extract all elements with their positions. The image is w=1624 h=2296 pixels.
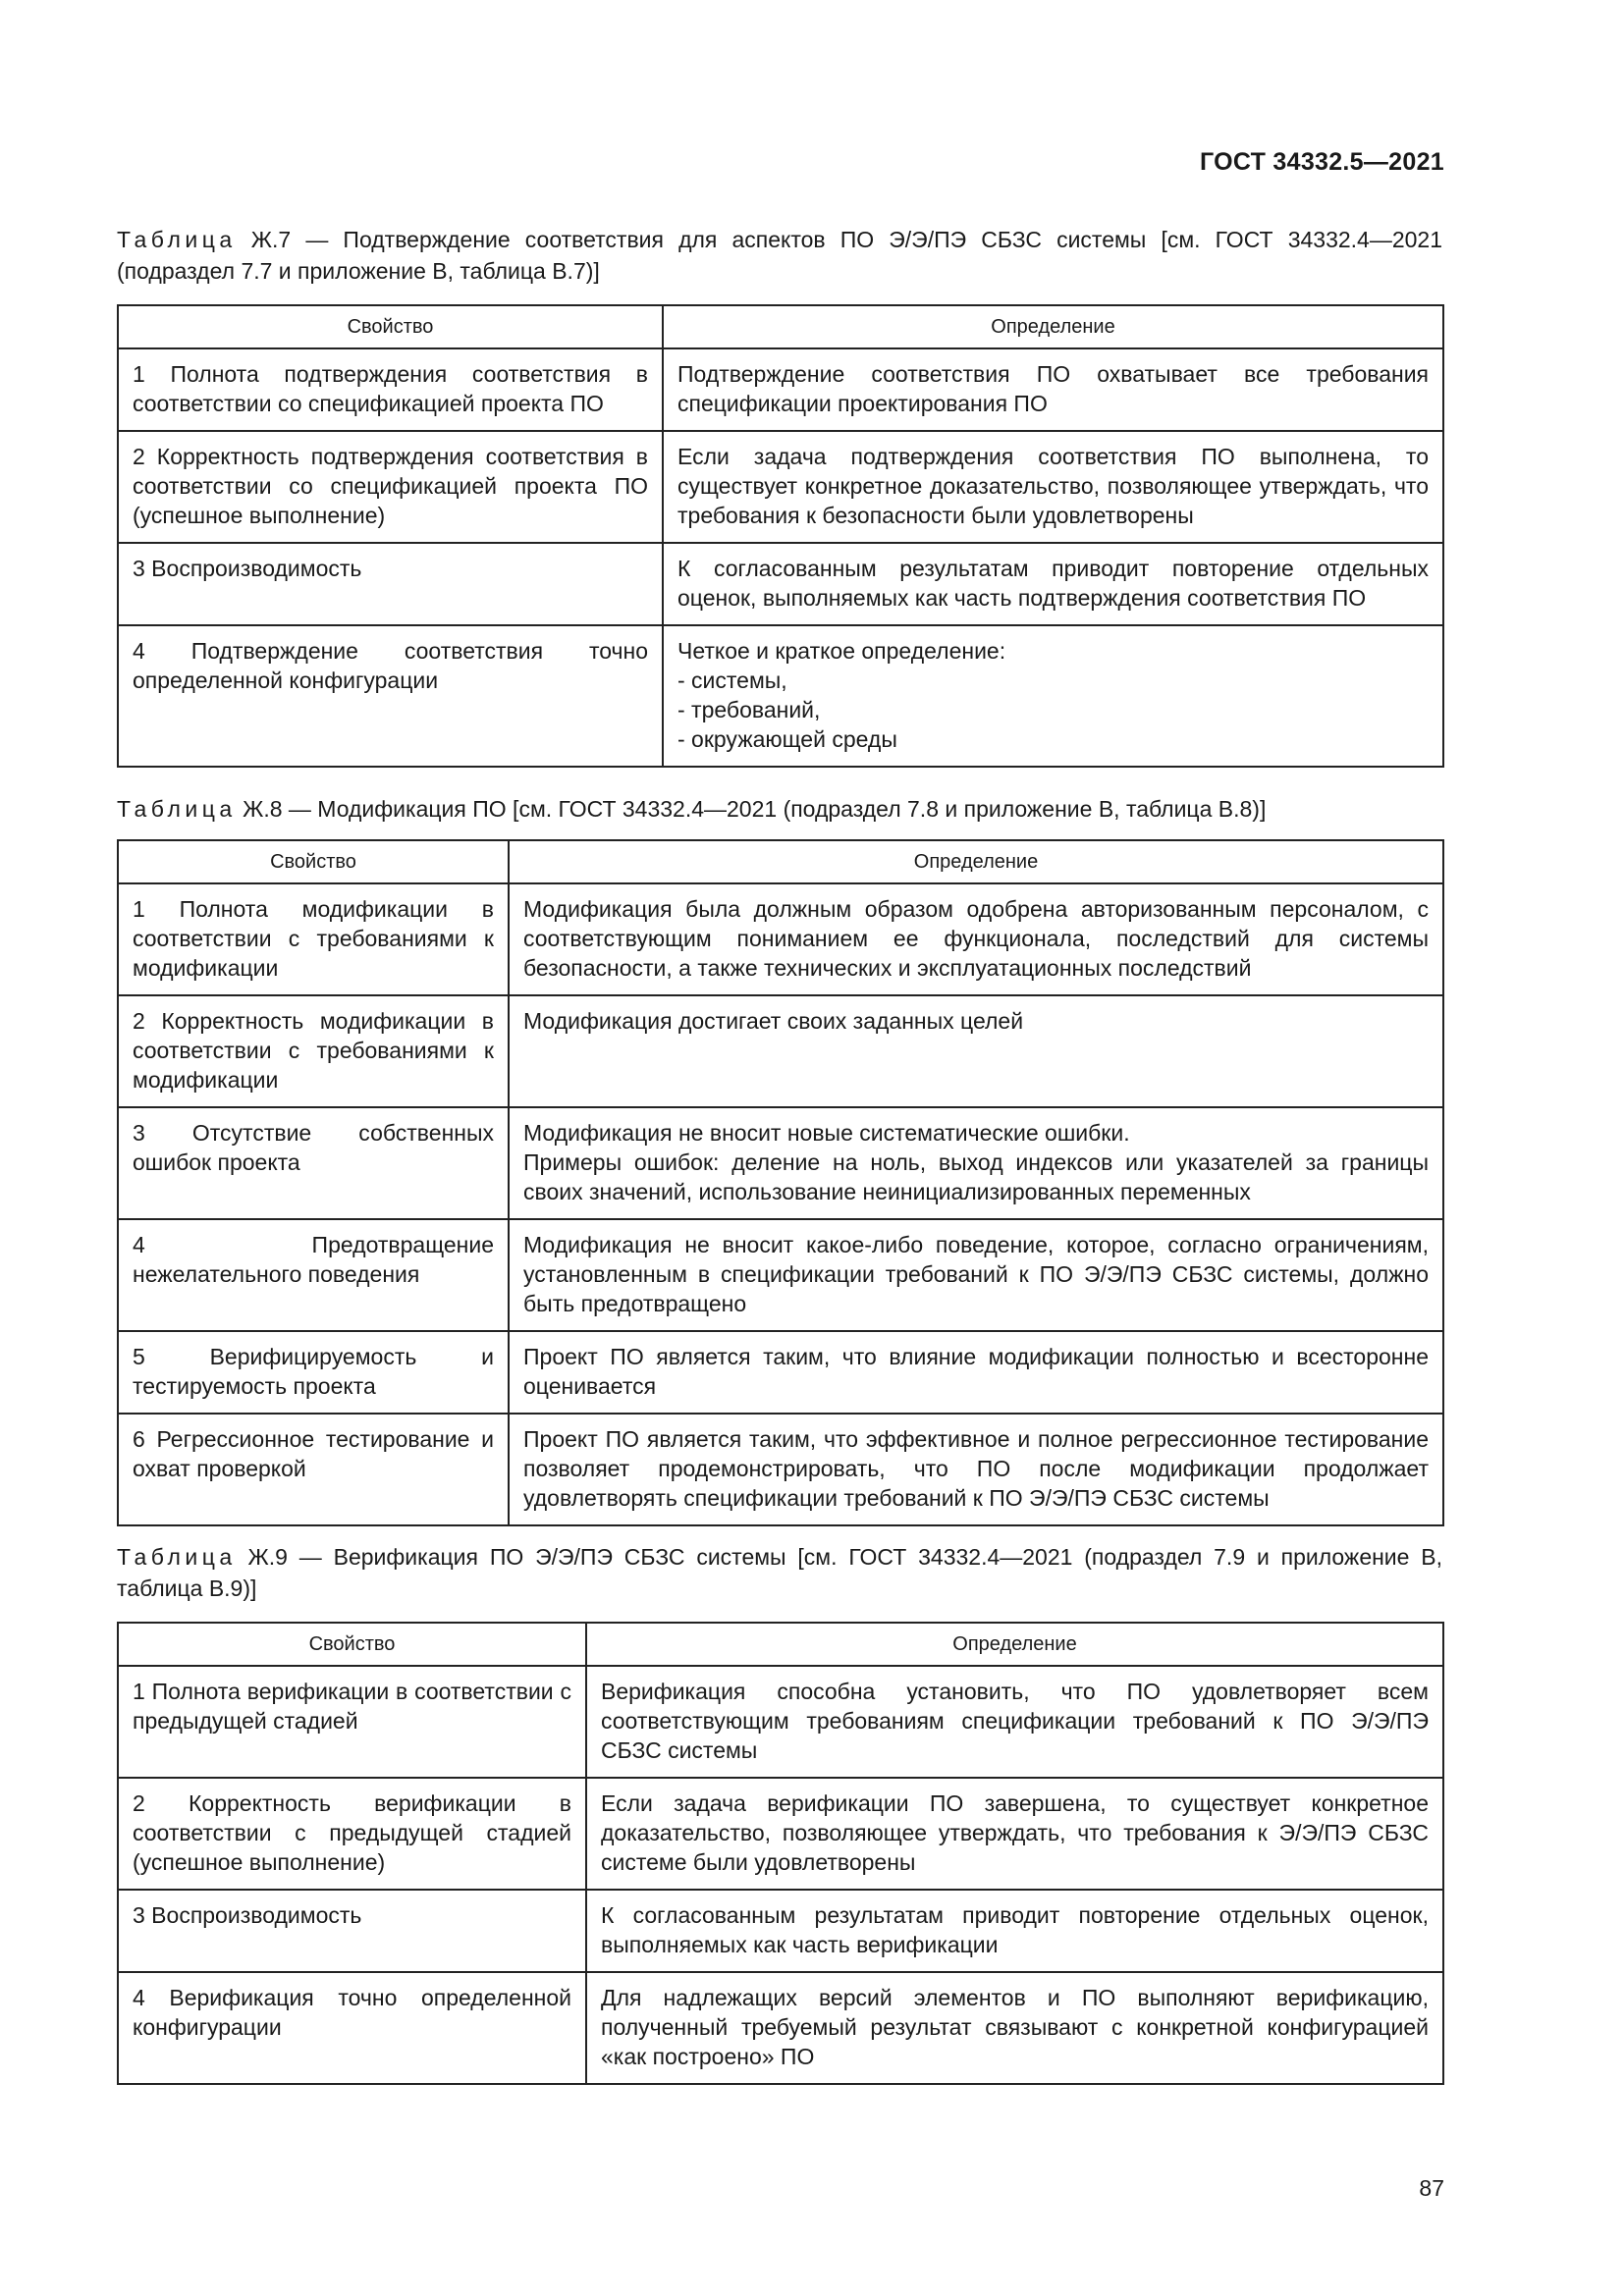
table-caption-zh8 [117, 793, 1442, 825]
property-cell: 2 Корректность верификации в соответствии с предыдущей стадией (успешное выполнение) [118, 1778, 586, 1890]
definition-line: - требований, [677, 697, 821, 722]
table-header-row [118, 305, 1443, 348]
table-row [118, 883, 1443, 995]
property-cell: 1 Полнота верификации в соответствии с предыдущей стадией [118, 1666, 586, 1778]
table-label: Таблица [117, 796, 237, 822]
table-zh7 [117, 304, 1444, 768]
definition-line: Четкое и краткое определение: [677, 638, 1006, 664]
definition-cell: Проект ПО является таким, что эффективное и полное регрессионное тестирование позволяет продемонстрировать, что ПО после модификации продолжает удовлетворять спецификации требований к ПО Э/Э/ПЭ СБЗС системы [509, 1414, 1443, 1525]
property-cell: 4 Подтверждение соответствия точно определенной конфигурации [118, 625, 663, 767]
table-row [118, 1107, 1443, 1219]
property-cell: 4 Предотвращение нежелательного поведения [118, 1219, 509, 1331]
definition-cell: Модификация достигает своих заданных целей [509, 995, 1443, 1107]
table-row [118, 1331, 1443, 1414]
table-label: Таблица [117, 1544, 237, 1570]
column-header-property: Свойство [118, 305, 663, 348]
definition-line: - системы, [677, 667, 787, 693]
definition-line: Модификация не вносит новые систематические ошибки. [523, 1120, 1130, 1146]
column-header-property: Свойство [118, 840, 509, 883]
table-caption-text: Ж.8 — Модификация ПО [см. ГОСТ 34332.4—2021 (подраздел 7.8 и приложение В, таблица В.8)] [243, 796, 1267, 822]
table-row [118, 1972, 1443, 2084]
definition-cell: Модификация была должным образом одобрена авторизованным персоналом, с соответствующим пониманием ее функционала, последствий для системы безопасности, а также технических и эксплуатационных последствий [509, 883, 1443, 995]
table-row [118, 625, 1443, 767]
column-header-property: Свойство [118, 1623, 586, 1666]
property-cell: 2 Корректность модификации в соответствии с требованиями к модификации [118, 995, 509, 1107]
table-caption-text: Ж.9 — Верификация ПО Э/Э/ПЭ СБЗС системы [см. ГОСТ 34332.4—2021 (подраздел 7.9 и приложение В, таблица В.9)] [117, 1544, 1443, 1601]
property-cell: 4 Верификация точно определенной конфигурации [118, 1972, 586, 2084]
definition-cell: Для надлежащих версий элементов и ПО выполняют верификацию, полученный требуемый результат связывают с конкретной конфигурацией «как построено» ПО [586, 1972, 1443, 2084]
property-cell: 2 Корректность подтверждения соответствия в соответствии со спецификацией проекта ПО (успешное выполнение) [118, 431, 663, 543]
column-header-definition: Определение [663, 305, 1443, 348]
definition-cell [509, 1107, 1443, 1219]
column-header-definition: Определение [586, 1623, 1443, 1666]
definition-line: - окружающей среды [677, 726, 897, 752]
table-row [118, 1778, 1443, 1890]
table-label: Таблица [117, 227, 237, 252]
table-zh9 [117, 1622, 1444, 2085]
table-caption-zh7 [117, 224, 1442, 287]
table-row [118, 543, 1443, 625]
property-cell: 5 Верифицируемость и тестируемость проекта [118, 1331, 509, 1414]
definition-line: Примеры ошибок: деление на ноль, выход индексов или указателей за границы своих значений, использование неинициализированных переменных [523, 1149, 1429, 1204]
table-row [118, 1414, 1443, 1525]
definition-cell [663, 625, 1443, 767]
table-caption-text: Ж.7 — Подтверждение соответствия для аспектов ПО Э/Э/ПЭ СБЗС системы [см. ГОСТ 34332.4—2021 (подраздел 7.7 и приложение В, таблица В.7)] [117, 227, 1442, 284]
table-row [118, 1219, 1443, 1331]
definition-cell: Если задача верификации ПО завершена, то существует конкретное доказательство, позволяющее утверждать, что требования к Э/Э/ПЭ СБЗС системе были удовлетворены [586, 1778, 1443, 1890]
definition-cell: Если задача подтверждения соответствия ПО выполнена, то существует конкретное доказательство, позволяющее утверждать, что требования к безопасности были удовлетворены [663, 431, 1443, 543]
column-header-definition: Определение [509, 840, 1443, 883]
definition-cell: Подтверждение соответствия ПО охватывает все требования спецификации проектирования ПО [663, 348, 1443, 431]
table-zh8 [117, 839, 1444, 1526]
definition-cell: Проект ПО является таким, что влияние модификации полностью и всесторонне оценивается [509, 1331, 1443, 1414]
table-row [118, 431, 1443, 543]
document-standard-header: ГОСТ 34332.5—2021 [1199, 148, 1444, 176]
definition-cell: К согласованным результатам приводит повторение отдельных оценок, выполняемых как часть верификации [586, 1890, 1443, 1972]
definition-cell: К согласованным результатам приводит повторение отдельных оценок, выполняемых как часть подтверждения соответствия ПО [663, 543, 1443, 625]
table-caption-zh9 [117, 1541, 1442, 1604]
property-cell: 1 Полнота модификации в соответствии с требованиями к модификации [118, 883, 509, 995]
table-row [118, 1890, 1443, 1972]
definition-cell: Верификация способна установить, что ПО удовлетворяет всем соответствующим требованиям спецификации требований к ПО Э/Э/ПЭ СБЗС системы [586, 1666, 1443, 1778]
property-cell: 3 Воспроизводимость [118, 543, 663, 625]
property-cell: 3 Отсутствие собственных ошибок проекта [118, 1107, 509, 1219]
table-row [118, 348, 1443, 431]
property-cell: 1 Полнота подтверждения соответствия в соответствии со спецификацией проекта ПО [118, 348, 663, 431]
table-row [118, 995, 1443, 1107]
table-header-row [118, 1623, 1443, 1666]
table-header-row [118, 840, 1443, 883]
table-row [118, 1666, 1443, 1778]
property-cell: 6 Регрессионное тестирование и охват проверкой [118, 1414, 509, 1525]
page-number: 87 [1419, 2175, 1444, 2201]
definition-cell: Модификация не вносит какое-либо поведение, которое, согласно ограничениям, установленным в спецификации требований к ПО Э/Э/ПЭ СБЗС системы, должно быть предотвращено [509, 1219, 1443, 1331]
property-cell: 3 Воспроизводимость [118, 1890, 586, 1972]
